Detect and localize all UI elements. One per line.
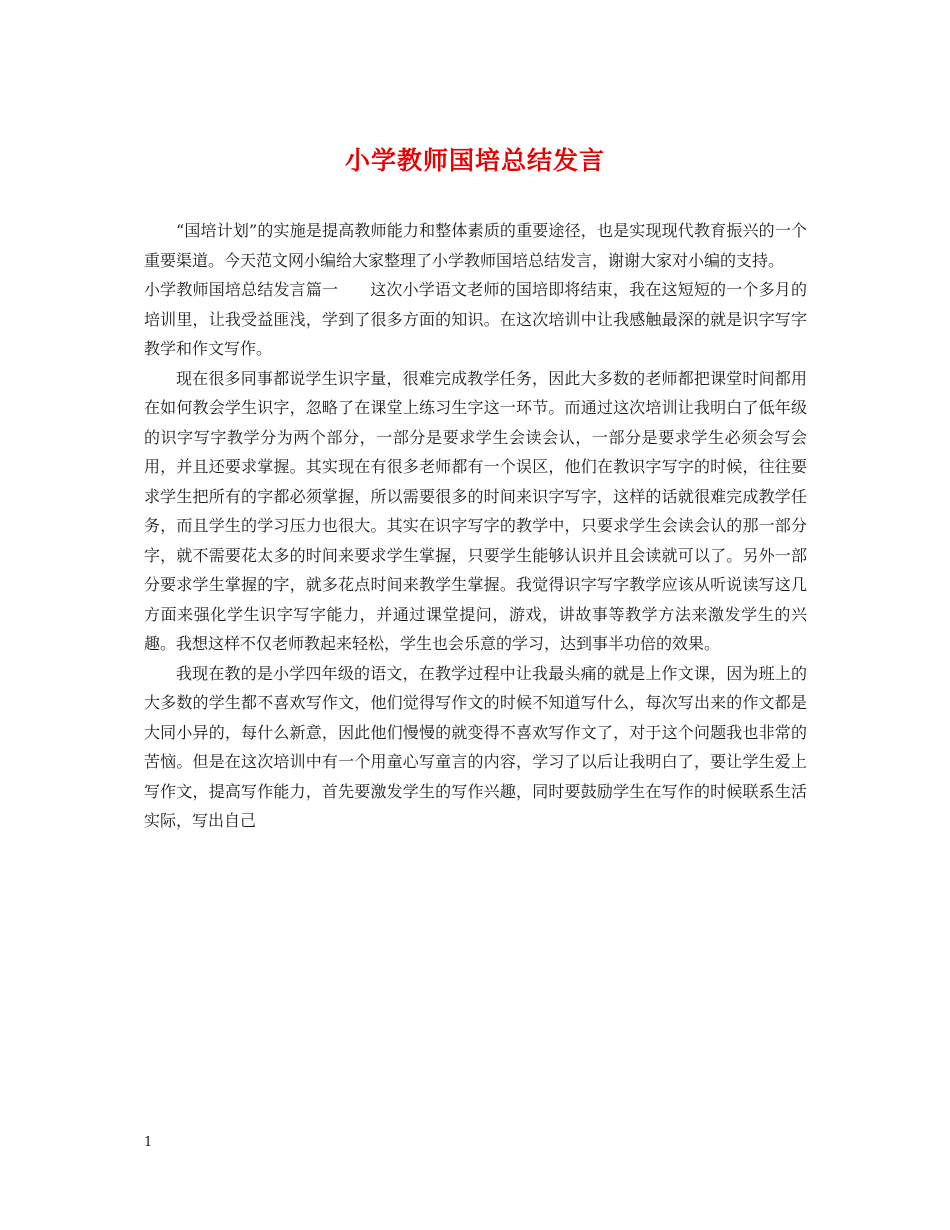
paragraph-3: 我现在教的是小学四年级的语文，在教学过程中让我最头痛的就是上作文课，因为班上的大多数的学生都不喜欢写作文，他们觉得写作文的时候不知道写什么，每次写出来的作文都是大同小异的，每什么新意，因此他们慢慢的就变得不喜欢写作文了，对于这个问题我也非常的苦恼。但是在这次培训中有一个用童心写童言的内容，学习了以后让我明白了，要让学生爱上写作文，提高写作能力，首先要激发学生的写作兴趣，同时要鼓励学生在写作的时候联系生活实际，写出自己 <box>144 663 807 830</box>
intro-paragraph: “国培计划”的实施是提高教师能力和整体素质的重要途径，也是实现现代教育振兴的一个重要渠道。今天范文网小编给大家整理了小学教师国培总结发言，谢谢大家对小编的支持。 <box>144 221 807 270</box>
section-heading: 小学教师国培总结发言篇一 <box>144 280 339 299</box>
paragraph-1-text: 这次小学语文老师的国培即将结束，我在这短短的一个多月的培训里，让我受益匪浅，学到了很多方面的知识。在这次培训中让我感触最深的就是识字写字教学和作文写作。 <box>144 280 807 358</box>
page-title: 小学教师国培总结发言 <box>344 146 605 175</box>
section-paragraph-1 <box>144 275 807 364</box>
paragraph-2: 现在很多同事都说学生识字量，很难完成教学任务，因此大多数的老师都把课堂时间都用在如何教会学生识字，忽略了在课堂上练习生字这一环节。而通过这次培训让我明白了低年级的识字写字教学分为两个部分，一部分是要求学生会读会认，一部分是要求学生必须会写会用，并且还要求掌握。其实现在有很多老师都有一个误区，他们在教识字写字的时候，往往要求学生把所有的字都必须掌握，所以需要很多的时间来识字写字，这样的话就很难完成教学任务，而且学生的学习压力也很大。其实在识字写字的教学中，只要求学生会读会认的那一部分字，就不需要花太多的时间来要求学生掌握，只要学生能够认识并且会读就可以了。另外一部分要求学生掌握的字，就多花点时间来教学生掌握。我觉得识字写字教学应该从听说读写这几方面来强化学生识字写字能力，并通过课堂提问，游戏，讲故事等教学方法来激发学生的兴趣。我想这样不仅老师教起来轻松，学生也会乐意的学习，达到事半功倍的效果。 <box>144 368 807 653</box>
document-body <box>144 216 807 836</box>
page-number: 1 <box>144 1135 153 1150</box>
